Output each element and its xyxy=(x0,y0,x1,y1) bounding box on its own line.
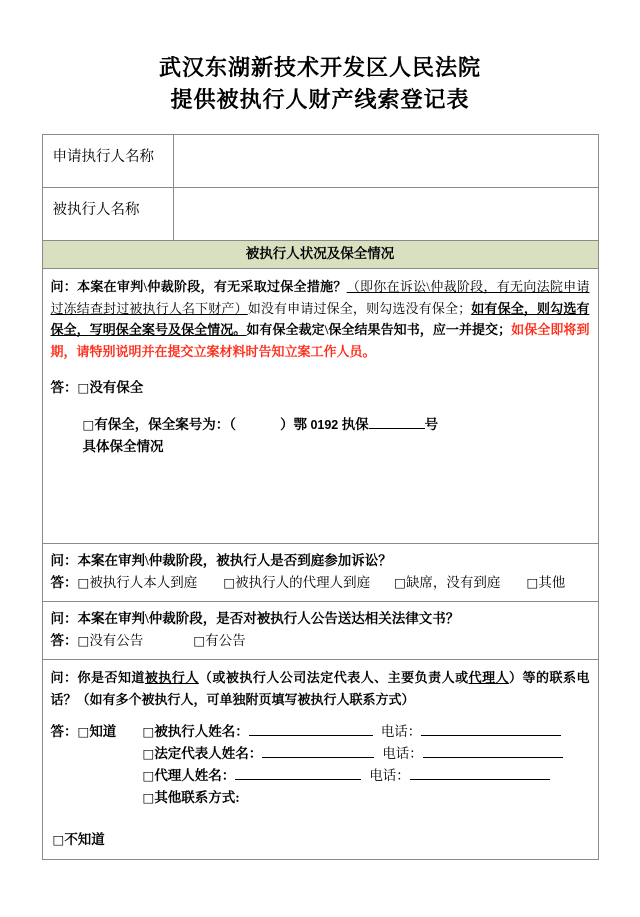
question-3-answer-row xyxy=(51,630,590,652)
question-3-answer-label: 答： xyxy=(50,633,78,648)
respondent-name-label: 被执行人名称 xyxy=(42,188,173,241)
table-row-question-4 xyxy=(42,660,598,860)
question-1-paragraph xyxy=(51,276,590,362)
table-row-respondent xyxy=(42,188,598,241)
question-4-answer-label: 答： xyxy=(50,724,78,739)
question-1-tail-text: 如有保全裁定\保全结果告知书，应一并提交； xyxy=(246,322,512,337)
question-3-text xyxy=(51,608,590,630)
respondent-name-field[interactable] xyxy=(173,188,598,241)
question-1-cell xyxy=(42,269,598,544)
question-2-stem: 本案在审判\仲裁阶段，被执行人是否到庭参加诉讼？ xyxy=(77,553,392,568)
question-3-prefix: 问： xyxy=(50,611,78,626)
contact-row-agent-name-input[interactable] xyxy=(235,779,361,780)
question-4-answer-known[interactable] xyxy=(51,721,143,743)
question-1-option-yes-suffix: 执保 xyxy=(341,417,369,432)
contact-row-agent-name-label: 代理人姓名： xyxy=(154,768,236,783)
question-1-option-no-label: 没有保全 xyxy=(89,380,144,395)
question-2-answer-label: 答： xyxy=(50,575,78,590)
question-4-answer-unknown[interactable] xyxy=(51,829,590,851)
applicant-name-label: 申请执行人名称 xyxy=(42,135,173,188)
question-4-text xyxy=(51,667,590,711)
question-2-option-3[interactable] xyxy=(394,572,500,594)
checkbox-icon-no-announcement[interactable]: □ xyxy=(77,633,90,648)
question-1-answer-label: 答： xyxy=(50,380,78,395)
contact-row-other[interactable] xyxy=(143,790,240,805)
contact-row-agent-phone-input[interactable] xyxy=(410,779,550,780)
question-2-option-1-label: 被执行人本人到庭 xyxy=(89,575,198,590)
question-1-emphasis: 如有保全，则勾选有保全，写明保全案号及保全情况。 xyxy=(50,300,590,337)
registration-form-table xyxy=(42,134,599,860)
question-2-option-4-label: 其他 xyxy=(538,575,566,590)
court-code: 0192 xyxy=(310,418,339,432)
question-1-detail-label: 具体保全情况 xyxy=(82,439,164,454)
contact-row-other-label: 其他联系方式: xyxy=(154,790,240,805)
question-1-answer-yes[interactable] xyxy=(51,414,590,436)
title-line-court: 武汉东湖新技术开发区人民法院 xyxy=(158,55,481,80)
applicant-name-field[interactable] xyxy=(173,135,598,188)
question-4-cell xyxy=(42,660,598,860)
question-1-option-yes-end: 号 xyxy=(424,417,439,432)
question-4-stem-underline-1: 被执行人 xyxy=(144,670,199,685)
checkbox-icon-has-preservation[interactable]: □ xyxy=(82,417,95,432)
question-2-prefix: 问： xyxy=(50,553,78,568)
question-1-stem: 本案在审判\仲裁阶段，有无采取过保全措施？ xyxy=(77,279,347,294)
checkbox-icon-attend-agent[interactable]: □ xyxy=(223,575,236,590)
question-3-cell xyxy=(42,602,598,660)
checkbox-icon-agent-contact[interactable]: □ xyxy=(142,768,155,783)
question-4-stem-3: ）等的联系电话？（如有多个被执行人，可单独附页填写被执行人联系方式） xyxy=(50,670,590,707)
question-4-stem-2: （或被执行人公司法定代表人、主要负责人或 xyxy=(198,670,469,685)
checkbox-icon-other-attendance[interactable]: □ xyxy=(526,575,539,590)
checkbox-icon-absent[interactable]: □ xyxy=(394,575,406,590)
question-3-option-2-label: 有公告 xyxy=(205,633,246,648)
question-2-answer-row xyxy=(51,572,590,594)
question-1-warning: 如保全即将到期，请特别说明并在提交立案材料时告知立案工作人员。 xyxy=(50,322,590,359)
checkbox-icon-known[interactable]: □ xyxy=(77,724,90,739)
contact-row-legal-rep-name-input[interactable] xyxy=(262,757,374,758)
question-1-option-yes-mid: ）鄂 xyxy=(280,417,308,432)
question-2-option-2[interactable] xyxy=(223,572,370,594)
question-4-stem-1: 你是否知道 xyxy=(77,670,145,685)
question-4-option-unknown-label: 不知道 xyxy=(64,832,105,847)
title-line-form: 提供被执行人财产线索登记表 xyxy=(170,87,470,112)
question-1-paren-note: （即你在诉讼\仲裁阶段，有无向法院申请过冻结查封过被执行人名下财产） xyxy=(50,279,590,316)
question-2-option-1[interactable] xyxy=(78,572,198,594)
contact-row-legal-rep-phone-label: 电话： xyxy=(382,746,423,761)
question-3-stem: 本案在审判\仲裁阶段，是否对被执行人公告送达相关法律文书？ xyxy=(77,611,460,626)
page-title xyxy=(0,0,640,116)
question-1-prefix: 问： xyxy=(50,279,78,294)
checkbox-icon-has-announcement[interactable]: □ xyxy=(193,633,206,648)
question-2-option-4[interactable] xyxy=(526,572,565,594)
question-1-option-yes-prefix: 有保全，保全案号为：（ xyxy=(94,417,237,432)
question-2-cell xyxy=(42,544,598,602)
table-row-section-bar xyxy=(42,241,598,269)
question-1-detail-area[interactable] xyxy=(51,457,590,535)
question-1-answer-no[interactable] xyxy=(51,377,590,399)
table-row-applicant xyxy=(42,135,598,188)
question-2-option-3-label: 缺席，没有到庭 xyxy=(405,575,501,590)
question-3-option-1[interactable] xyxy=(78,630,144,652)
question-4-answer-block xyxy=(51,721,590,809)
case-number-input[interactable] xyxy=(369,428,425,429)
question-4-stem-underline-2: 代理人 xyxy=(468,670,510,685)
contact-row-legal-rep xyxy=(143,746,563,761)
question-1-mid-text: 如没有申请过保全，则勾选没有保全； xyxy=(247,300,472,316)
checkbox-icon-other-contact[interactable]: □ xyxy=(142,790,155,805)
checkbox-icon-unknown[interactable]: □ xyxy=(52,832,65,847)
checkbox-icon-attend-self[interactable]: □ xyxy=(77,575,90,590)
contact-row-respondent-name-label: 被执行人姓名： xyxy=(154,724,249,739)
contact-row-legal-rep-phone-input[interactable] xyxy=(423,757,563,758)
checkbox-icon-respondent-contact[interactable]: □ xyxy=(142,724,155,739)
question-2-option-2-label: 被执行人的代理人到庭 xyxy=(235,575,371,590)
contact-row-respondent-name-input[interactable] xyxy=(249,735,373,736)
table-row-question-2 xyxy=(42,544,598,602)
checkbox-icon-no-preservation[interactable]: □ xyxy=(77,380,90,395)
section-bar-title: 被执行人状况及保全情况 xyxy=(42,241,598,269)
question-3-option-1-label: 没有公告 xyxy=(89,633,144,648)
contact-row-legal-rep-name-label: 法定代表人姓名： xyxy=(154,746,263,761)
contact-row-respondent-phone-label: 电话： xyxy=(380,724,422,739)
question-3-option-2[interactable] xyxy=(193,630,245,652)
question-2-text xyxy=(51,550,590,572)
checkbox-icon-legal-rep-contact[interactable]: □ xyxy=(142,746,155,761)
contact-row-respondent xyxy=(143,724,562,739)
contact-row-agent-phone-label: 电话： xyxy=(369,768,410,783)
question-4-prefix: 问： xyxy=(50,670,78,685)
contact-row-respondent-phone-input[interactable] xyxy=(421,735,561,736)
contact-row-agent xyxy=(143,768,550,783)
table-row-question-3 xyxy=(42,602,598,660)
question-4-option-known-label: 知道 xyxy=(89,724,117,739)
contact-list xyxy=(143,721,563,809)
table-row-question-1 xyxy=(42,269,598,544)
